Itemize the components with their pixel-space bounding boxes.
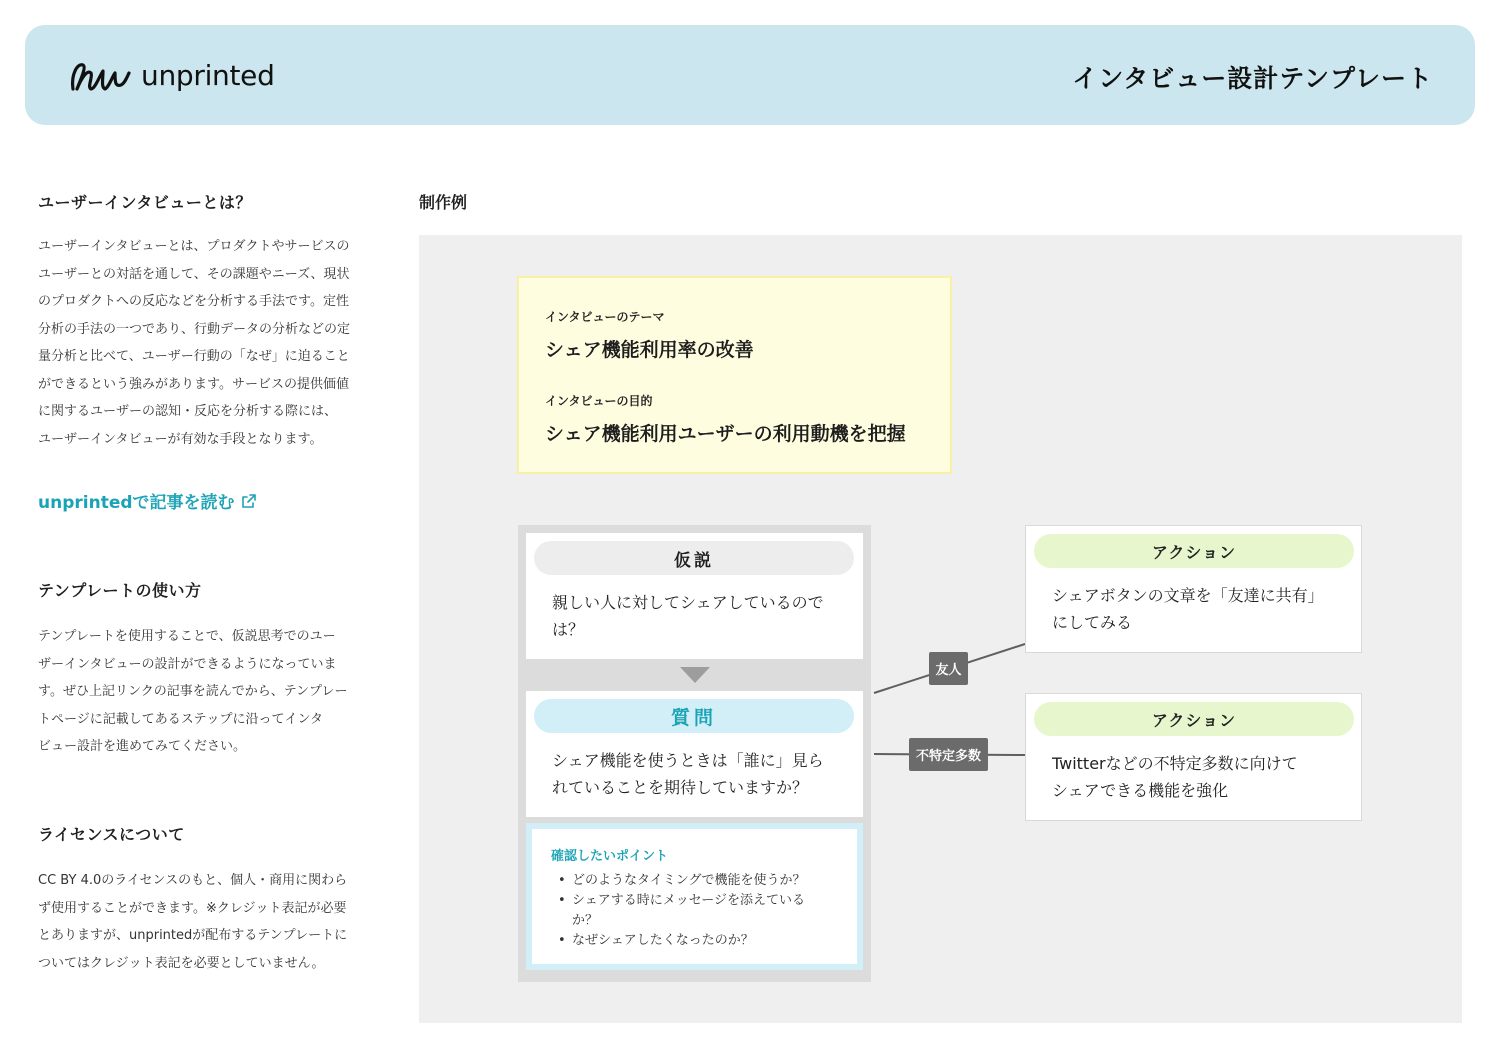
hypothesis-pill: 仮説 [534, 541, 854, 575]
confirm-item-text: どのようなタイミングで機能を使うか？ [572, 873, 806, 888]
license-section [38, 822, 378, 977]
about-body [38, 233, 378, 453]
confirm-item-text: なぜシェアしたくなったのか？ [572, 933, 754, 948]
question-card [526, 691, 863, 817]
read-article-link[interactable] [38, 488, 257, 513]
external-link-icon [241, 493, 257, 509]
confirm-item-text: か？ [572, 913, 599, 928]
usage-line: ザーインタビューの設計ができるようになっていま [38, 656, 337, 672]
action-pill: アクション [1034, 534, 1354, 568]
hypothesis-text [552, 589, 847, 643]
tag-friend: 友人 [929, 652, 968, 685]
action-line: シェアボタンの文章を「友達に共有」 [1052, 586, 1324, 605]
usage-line: テンプレートを使用することで、仮説思考でのユー [38, 629, 336, 644]
confirm-list [556, 871, 827, 951]
tag-public: 不特定多数 [909, 738, 988, 771]
hypothesis-card [526, 533, 863, 659]
about-section [38, 190, 378, 453]
usage-section [38, 578, 378, 761]
about-line: ユーザーインタビューとは、プロダクトやサービスの [38, 239, 350, 254]
confirm-item [556, 931, 827, 951]
action-card-friend [1025, 525, 1362, 653]
about-line: 量分析と比べて、ユーザー行動の「なぜ」に迫ること [38, 349, 350, 364]
theme-label: インタビューのテーマ [545, 310, 665, 324]
arrow-down-icon [680, 667, 710, 683]
about-line: に関するユーザーの認知・反応を分析する際には、 [38, 404, 338, 419]
question-pill: 質問 [534, 699, 854, 733]
sample-canvas [419, 235, 1462, 1023]
sample-label: 制作例 [419, 193, 468, 212]
usage-line: ビュー設計を進めてみてください。 [38, 739, 247, 754]
license-line: ついてはクレジット表記を必要としていません。 [38, 955, 325, 971]
usage-body [38, 623, 378, 761]
action-line: Twitterなどの不特定多数に向けて [1052, 754, 1298, 773]
logo[interactable] [69, 53, 275, 97]
confirm-item [556, 891, 827, 931]
unprinted-logo-icon [69, 55, 135, 95]
action-line: にしてみる [1052, 613, 1133, 632]
hypothesis-block [518, 525, 871, 982]
license-heading: ライセンスについて [38, 825, 185, 844]
page-title: インタビュー設計テンプレート [1072, 64, 1433, 93]
logo-text: unprinted [141, 58, 275, 92]
license-line: ず使用することができます。※クレジット表記が必要 [38, 900, 347, 916]
about-heading: ユーザーインタビューとは？ [38, 193, 252, 212]
action-line: シェアできる機能を強化 [1052, 781, 1229, 800]
usage-line: トページに記載してあるステップに沿ってインタ [38, 711, 323, 727]
action-card-public [1025, 693, 1362, 821]
confirm-title: 確認したいポイント [551, 849, 669, 864]
confirm-points-inner [532, 829, 857, 964]
usage-heading: テンプレートの使い方 [38, 581, 202, 600]
license-body [38, 867, 378, 977]
header-bar [25, 25, 1475, 125]
action-text [1052, 582, 1347, 636]
hypothesis-line: 親しい人に対してシェアしているので [552, 593, 824, 612]
read-article-label: unprintedで記事を読む [38, 493, 235, 513]
theme-value: シェア機能利用率の改善 [545, 339, 754, 361]
license-line: とありますが、unprintedが配布するテンプレートに [38, 928, 348, 943]
about-line: ができるという強みがあります。サービスの提供価値 [38, 376, 349, 392]
question-line: シェア機能を使うときは「誰に」見ら [552, 751, 824, 770]
about-line: 分析の手法の一つであり、行動データの分析などの定 [38, 321, 351, 337]
confirm-item [556, 871, 827, 891]
confirm-points-box [526, 823, 863, 970]
confirm-item-text: シェアする時にメッセージを添えている [572, 893, 805, 908]
license-line: CC BY 4.0のライセンスのもと、個人・商用に関わら [38, 873, 348, 888]
purpose-value: シェア機能利用ユーザーの利用動機を把握 [545, 423, 906, 445]
question-text [552, 747, 847, 801]
about-line: のプロダクトへの反応などを分析する手法です。定性 [38, 294, 349, 309]
about-line: ユーザーとの対話を通して、その課題やニーズ、現状 [38, 266, 350, 282]
theme-card [517, 276, 952, 474]
action-pill: アクション [1034, 702, 1354, 736]
purpose-label: インタビューの目的 [545, 394, 653, 408]
about-line: ユーザーインタビューが有効な手段となります。 [38, 431, 323, 447]
action-text [1052, 750, 1347, 804]
hypothesis-line: は？ [552, 620, 585, 639]
question-line: れていることを期待していますか？ [552, 778, 809, 797]
usage-line: す。ぜひ上記リンクの記事を読んでから、テンプレー [38, 684, 348, 699]
